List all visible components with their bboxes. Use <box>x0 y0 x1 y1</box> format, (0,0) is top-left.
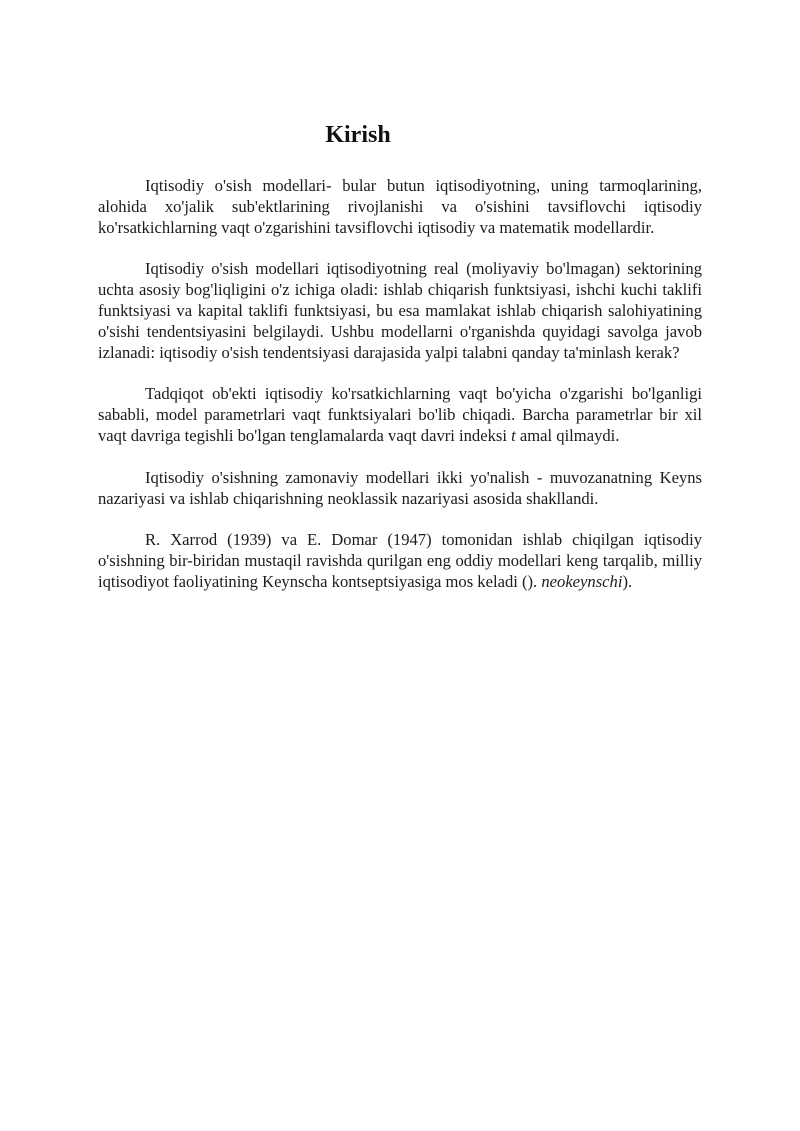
paragraph-5-italic-term: neokeynschi <box>541 571 623 591</box>
paragraph-5-text-after: ). <box>622 571 633 591</box>
paragraph-3-text-after: amal qilmaydi. <box>515 425 620 445</box>
paragraph-5-text-before: R. Xarrod (1939) va E. Domar (1947) tomonidan ishlab chiqilgan iqtisodiy o'sishning bir-biridan mustaqil ravishda qurilgan eng oddiy modellari keng tarqalib, milliy iqtisodiyot faoliyatining Keynscha kontseptsiyasiga mos keladi (). <box>98 530 702 591</box>
paragraph-2: Iqtisodiy o'sish modellari iqtisodiyotning real (moliyaviy bo'lmagan) sektorining uchta asosiy bog'liqligini o'z ichiga oladi: ishlab chiqarish funktsiyasi, ishchi kuchi taklifi funktsiyasi va kapital taklifi funktsiyasi, bu esa mamlakat ishlab chiqarish salohiyatining o'sishi tendentsiyasini belgilaydi. Ushbu modellarni o'rganishda quyidagi savolga javob izlanadi: iqtisodiy o'sish tendentsiyasi darajasida yalpi talabni qanday ta'minlash kerak? <box>98 259 702 362</box>
paragraph-3 <box>98 384 702 446</box>
page-title: Kirish <box>325 122 391 148</box>
paragraph-1: Iqtisodiy o'sish modellari- bular butun iqtisodiyotning, uning tarmoqlarining, alohida xo'jalik sub'ektlarining rivojlanishi va o'sishini tavsiflovchi iqtisodiy ko'rsatkichlarning vaqt o'zgarishini tavsiflovchi iqtisodiy va matematik modellardir. <box>98 176 702 237</box>
paragraph-4: Iqtisodiy o'sishning zamonaviy modellari ikki yo'nalish - muvozanatning Keyns nazariyasi va ishlab chiqarishning neoklassik nazariyasi asosida shakllandi. <box>98 467 702 508</box>
paragraph-3-italic-index: t <box>511 425 516 445</box>
paragraph-5 <box>98 530 702 592</box>
paragraph-3-text-before: Tadqiqot ob'ekti iqtisodiy ko'rsatkichlarning vaqt bo'yicha o'zgarishi bo'lganligi sababli, model parametrlari vaqt funktsiyalari bo'lib chiqadi. Barcha parametrlar bir xil vaqt davriga tegishli bo'lgan tenglamalarda vaqt davri indeksi <box>98 384 702 445</box>
document-body <box>98 176 702 593</box>
